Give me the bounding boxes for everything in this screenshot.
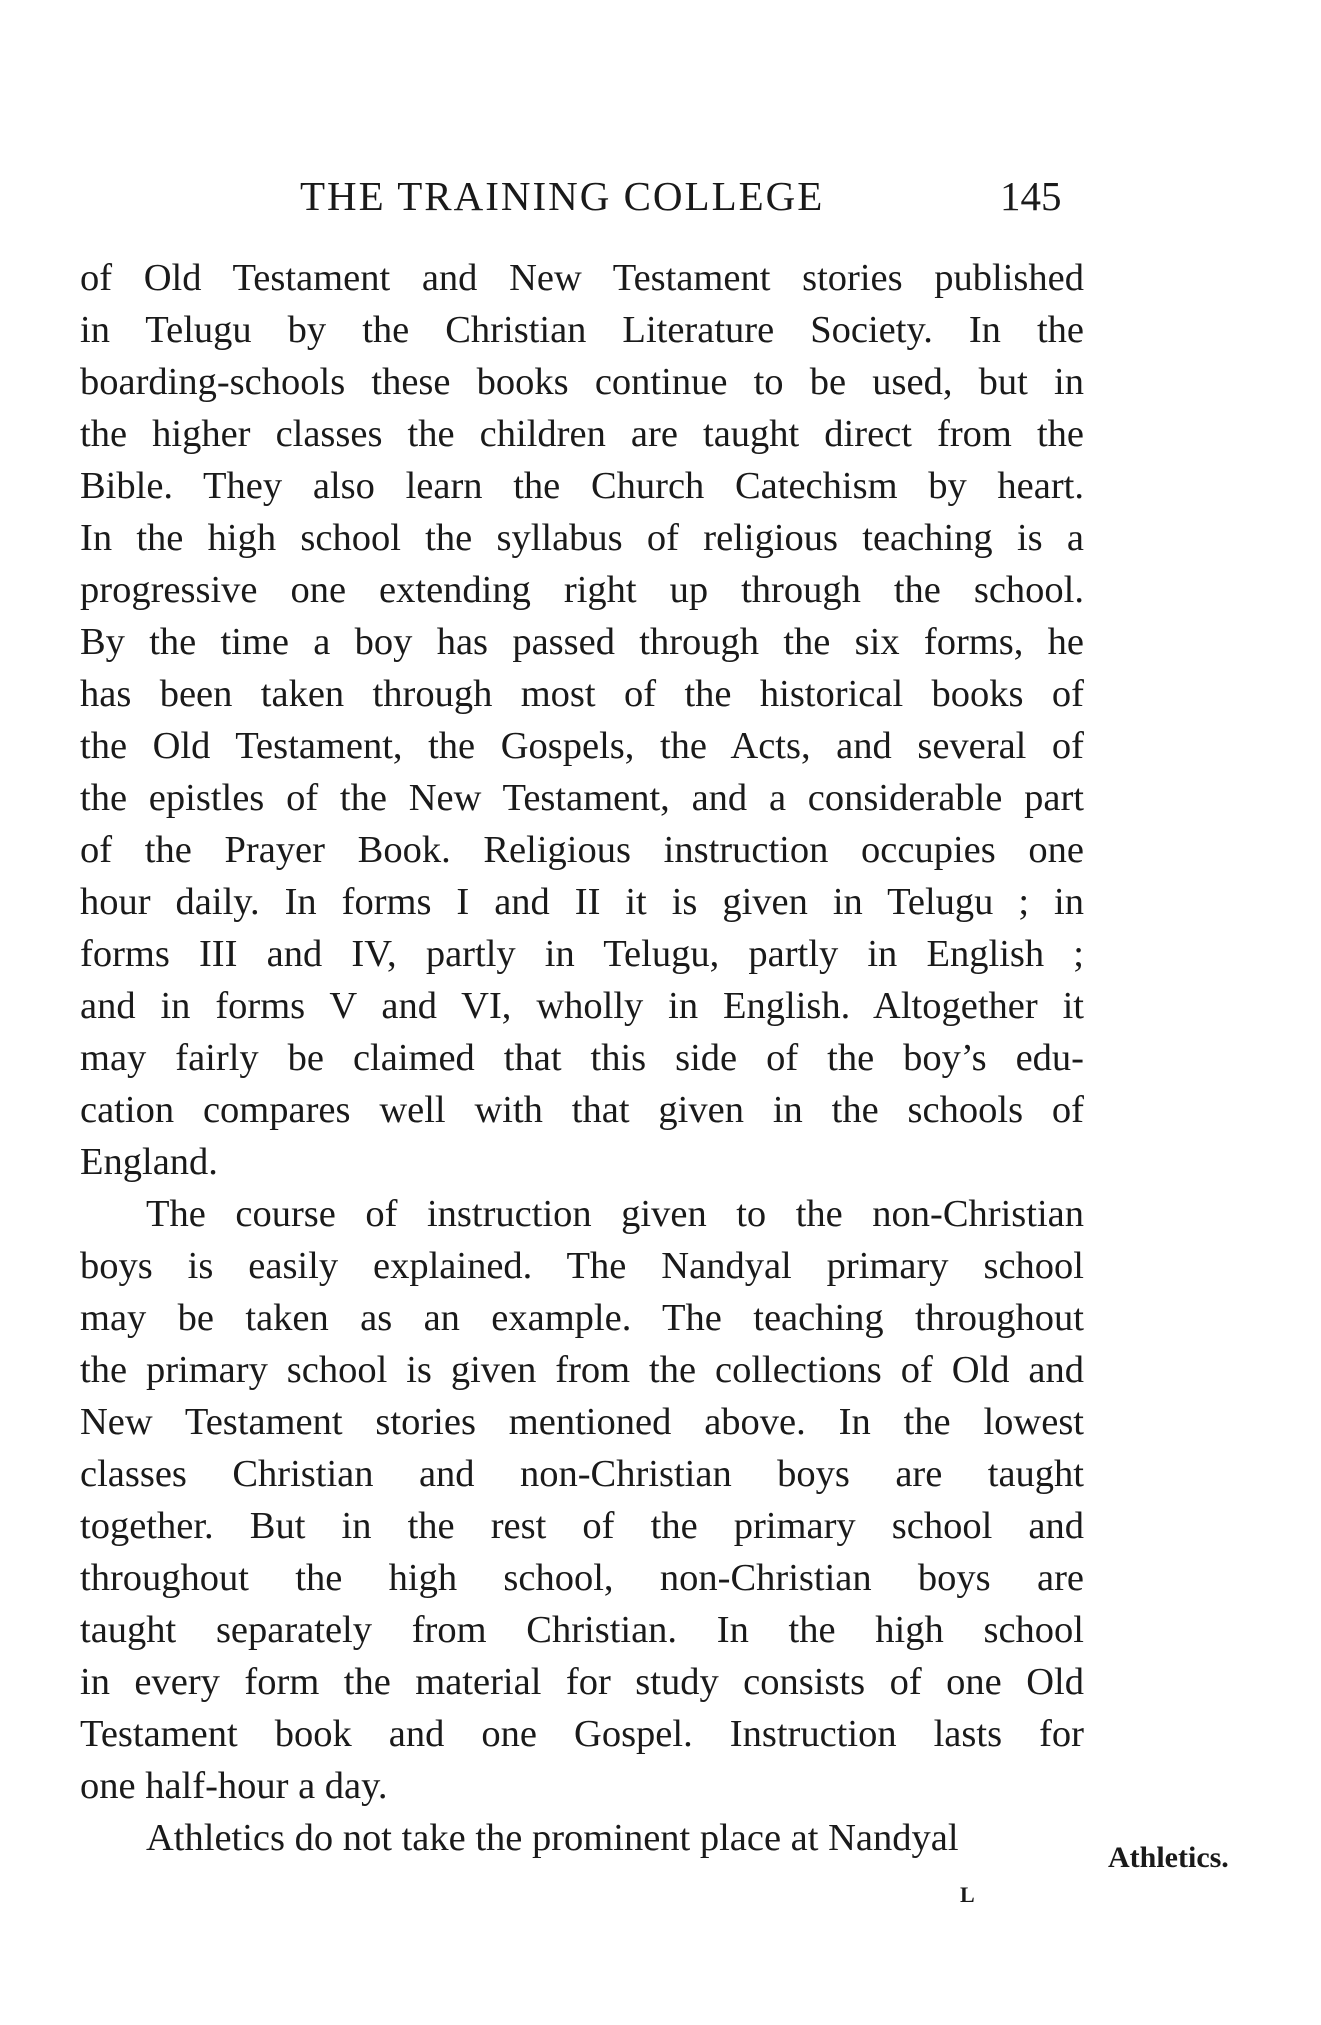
text-line: of Old Testament and New Testament stories published bbox=[80, 257, 1084, 299]
text-line: New Testament stories mentioned above. In the lowest bbox=[80, 1401, 1084, 1443]
text-line: one half-hour a day. bbox=[80, 1765, 388, 1807]
text-line: boarding-schools these books continue to be used, but in bbox=[80, 361, 1084, 403]
page-number: 145 bbox=[1000, 173, 1062, 219]
margin-note: Athletics. bbox=[1108, 1841, 1229, 1874]
body-text bbox=[80, 252, 1084, 1864]
text-line: Athletics do not take the prominent place at Nandyal bbox=[146, 1817, 959, 1859]
text-line: may be taken as an example. The teaching throughout bbox=[80, 1297, 1084, 1339]
text-line: throughout the high school, non-Christian boys are bbox=[80, 1557, 1084, 1599]
text-line: Testament book and one Gospel. Instruction lasts for bbox=[80, 1713, 1084, 1755]
text-line: and in forms V and VI, wholly in English. Altogether it bbox=[80, 985, 1084, 1027]
running-title: THE TRAINING COLLEGE bbox=[300, 173, 825, 219]
text-line: progressive one extending right up through the school. bbox=[80, 569, 1084, 611]
text-line: in every form the material for study consists of one Old bbox=[80, 1661, 1084, 1703]
text-line: cation compares well with that given in the schools of bbox=[80, 1089, 1084, 1131]
text-line: The course of instruction given to the non-Christian bbox=[146, 1193, 1084, 1235]
text-line: the Old Testament, the Gospels, the Acts, and several of bbox=[80, 725, 1084, 767]
text-line: has been taken through most of the historical books of bbox=[80, 673, 1084, 715]
text-line: the epistles of the New Testament, and a considerable part bbox=[80, 777, 1084, 819]
signature-mark: L bbox=[960, 1882, 975, 1907]
text-line: of the Prayer Book. Religious instruction occupies one bbox=[80, 829, 1084, 871]
text-line: Bible. They also learn the Church Catechism by heart. bbox=[80, 465, 1084, 507]
text-line: in Telugu by the Christian Literature Society. In the bbox=[80, 309, 1084, 351]
text-line: forms III and IV, partly in Telugu, partly in English ; bbox=[80, 933, 1084, 975]
text-line: In the high school the syllabus of religious teaching is a bbox=[80, 517, 1084, 559]
text-line: hour daily. In forms I and II it is given in Telugu ; in bbox=[80, 881, 1084, 923]
text-line: By the time a boy has passed through the six forms, he bbox=[80, 621, 1084, 663]
text-line: may fairly be claimed that this side of the boy’s edu- bbox=[80, 1037, 1084, 1079]
text-line: taught separately from Christian. In the high school bbox=[80, 1609, 1084, 1651]
text-line: together. But in the rest of the primary school and bbox=[80, 1505, 1084, 1547]
text-line: England. bbox=[80, 1141, 218, 1183]
text-line: boys is easily explained. The Nandyal primary school bbox=[80, 1245, 1084, 1287]
text-line: classes Christian and non-Christian boys are taught bbox=[80, 1453, 1084, 1495]
text-line: the primary school is given from the collections of Old and bbox=[80, 1349, 1084, 1391]
text-line: the higher classes the children are taught direct from the bbox=[80, 413, 1084, 455]
